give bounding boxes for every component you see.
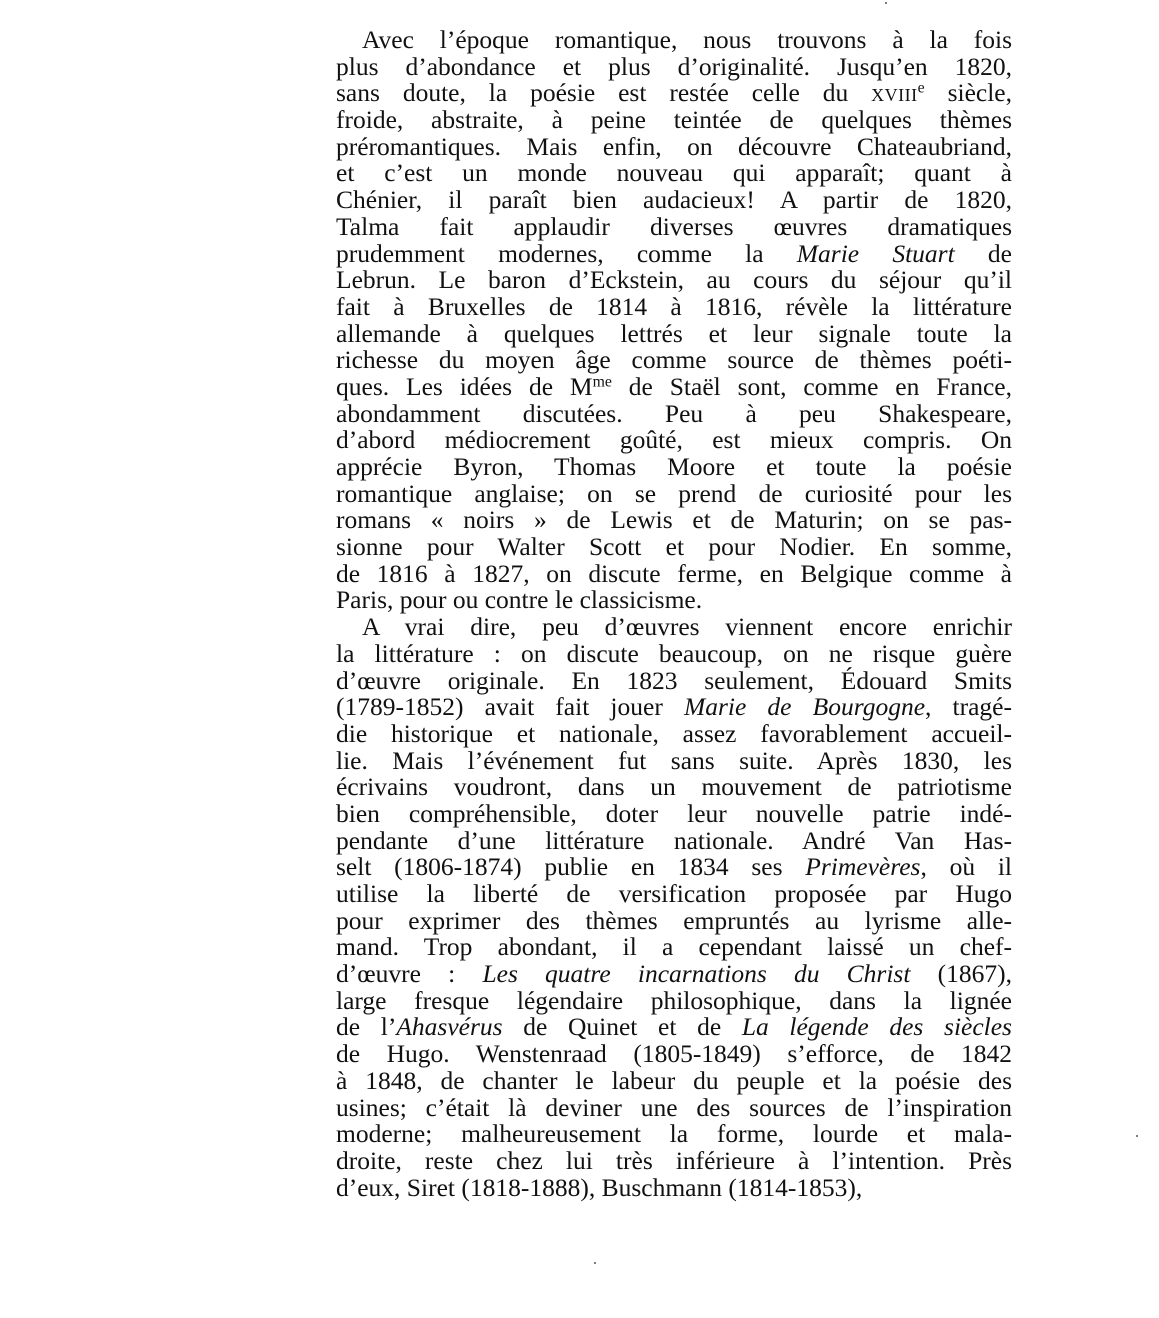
text-run: (1789-1852) avait fait jouer	[336, 692, 684, 722]
text-line: A vrai dire, peu d’œuvres viennent encore enrichir	[362, 612, 1012, 642]
text-run: de	[954, 238, 1012, 268]
text-line	[336, 854, 1012, 881]
text-line: abondamment discutées. Peu à peu Shakespeare,	[336, 398, 1012, 428]
text-line: allemande à quelques lettrés et leur signale toute la	[336, 318, 1012, 348]
text-line: fait à Bruxelles de 1814 à 1816, révèle la littérature	[336, 291, 1012, 321]
text-line: de Hugo. Wenstenraad (1805-1849) s’efforce, de 1842	[336, 1039, 1012, 1069]
italic-title: La légende des siècles	[741, 1012, 1012, 1042]
superscript: e	[917, 79, 925, 97]
scan-speck	[1136, 1135, 1138, 1137]
italic-title: Marie de Bourgogne	[683, 692, 926, 722]
text-run: , où il	[920, 852, 1013, 882]
text-run: (1867),	[910, 959, 1013, 989]
text-line: droite, reste chez lui très inférieure à l’intention. Près	[336, 1145, 1012, 1175]
text-body	[336, 27, 1012, 1201]
text-run: prudemment modernes, comme la	[336, 238, 797, 268]
scan-speck	[885, 2, 887, 4]
text-run: de l’	[336, 1012, 397, 1042]
text-line	[336, 1014, 1012, 1041]
text-line: Chénier, il paraît bien audacieux! A partir de 1820,	[336, 185, 1012, 215]
text-line: mand. Trop abondant, il a cependant laissé un chef-	[336, 932, 1012, 962]
text-line	[336, 371, 1012, 401]
text-run: ques. Les idées de M	[336, 371, 593, 401]
text-line: sionne pour Walter Scott et pour Nodier. En somme,	[336, 532, 1012, 562]
text-run: selt (1806-1874) publie en 1834 ses	[336, 852, 806, 882]
small-caps-numeral: xviii	[871, 78, 918, 108]
text-line: de 1816 à 1827, on discute ferme, en Belgique comme à	[336, 558, 1012, 588]
text-line: Paris, pour ou contre le classicisme.	[336, 585, 703, 615]
text-line: die historique et nationale, assez favorablement accueil-	[336, 718, 1012, 748]
italic-title: Primevères	[805, 852, 921, 882]
text-line	[336, 238, 1012, 268]
text-run: siècle,	[924, 78, 1012, 108]
text-line: écrivains voudront, dans un mouvement de patriotisme	[336, 772, 1012, 802]
text-line: romans « noirs » de Lewis et de Maturin; on se pas-	[336, 505, 1012, 535]
text-line: Lebrun. Le baron d’Eckstein, au cours du séjour qu’il	[336, 265, 1012, 295]
text-line: d’œuvre originale. En 1823 seulement, Édouard Smits	[336, 665, 1012, 695]
paragraph	[336, 614, 1012, 1201]
text-line: la littérature : on discute beaucoup, on ne risque guère	[336, 638, 1012, 668]
scan-speck	[594, 1262, 596, 1264]
text-line	[336, 80, 1012, 107]
text-line: richesse du moyen âge comme source de thèmes poéti-	[336, 345, 1012, 375]
text-line: d’eux, Siret (1818-1888), Buschmann (1814-1853),	[336, 1172, 863, 1202]
text-line: pendante d’une littérature nationale. André Van Has-	[336, 825, 1012, 855]
italic-title: Les quatre incarnations du Christ	[482, 959, 911, 989]
text-line: d’abord médiocrement goûté, est mieux compris. On	[336, 425, 1012, 455]
italic-title: Ahasvérus	[396, 1012, 503, 1042]
text-line: apprécie Byron, Thomas Moore et toute la poésie	[336, 452, 1012, 481]
text-line: large fresque légendaire philosophique, dans la lignée	[336, 985, 1012, 1015]
text-line: froide, abstraite, à peine teintée de quelques thèmes	[336, 105, 1012, 135]
text-run: d’œuvre :	[336, 959, 483, 989]
text-run: , tragé-	[925, 692, 1012, 722]
text-line: Avec l’époque romantique, nous trouvons à la fois	[362, 25, 1012, 54]
paragraph	[336, 27, 1012, 614]
text-line: bien compréhensible, doter leur nouvelle patrie indé-	[336, 798, 1012, 828]
text-line: plus d’abondance et plus d’originalité. Jusqu’en 1820,	[336, 51, 1012, 81]
italic-title: Marie Stuart	[796, 238, 955, 268]
text-line: lie. Mais l’événement fut sans suite. Après 1830, les	[336, 745, 1012, 775]
text-run: de Quinet et de	[502, 1012, 742, 1042]
text-line: et c’est un monde nouveau qui apparaît; quant à	[336, 158, 1012, 188]
text-line: romantique anglaise; on se prend de curiosité pour les	[336, 478, 1012, 508]
text-line: Talma fait applaudir diverses œuvres dramatiques	[336, 211, 1012, 241]
text-line: à 1848, de chanter le labeur du peuple et la poésie des	[336, 1065, 1012, 1095]
text-line: utilise la liberté de versification proposée par Hugo	[336, 879, 1012, 908]
text-line	[336, 694, 1012, 721]
text-line: usines; c’était là deviner une des sources de l’inspiration	[336, 1092, 1012, 1122]
text-run: de Staël sont, comme en France,	[611, 371, 1012, 401]
text-run: sans doute, la poésie est restée celle du	[336, 78, 872, 108]
text-line: moderne; malheureusement la forme, lourde et mala-	[336, 1119, 1012, 1149]
text-line	[336, 961, 1012, 988]
text-line: préromantiques. Mais enfin, on découvre Chateaubriand,	[336, 131, 1012, 161]
text-line: pour exprimer des thèmes empruntés au lyrisme alle-	[336, 905, 1012, 935]
superscript: me	[592, 373, 612, 391]
